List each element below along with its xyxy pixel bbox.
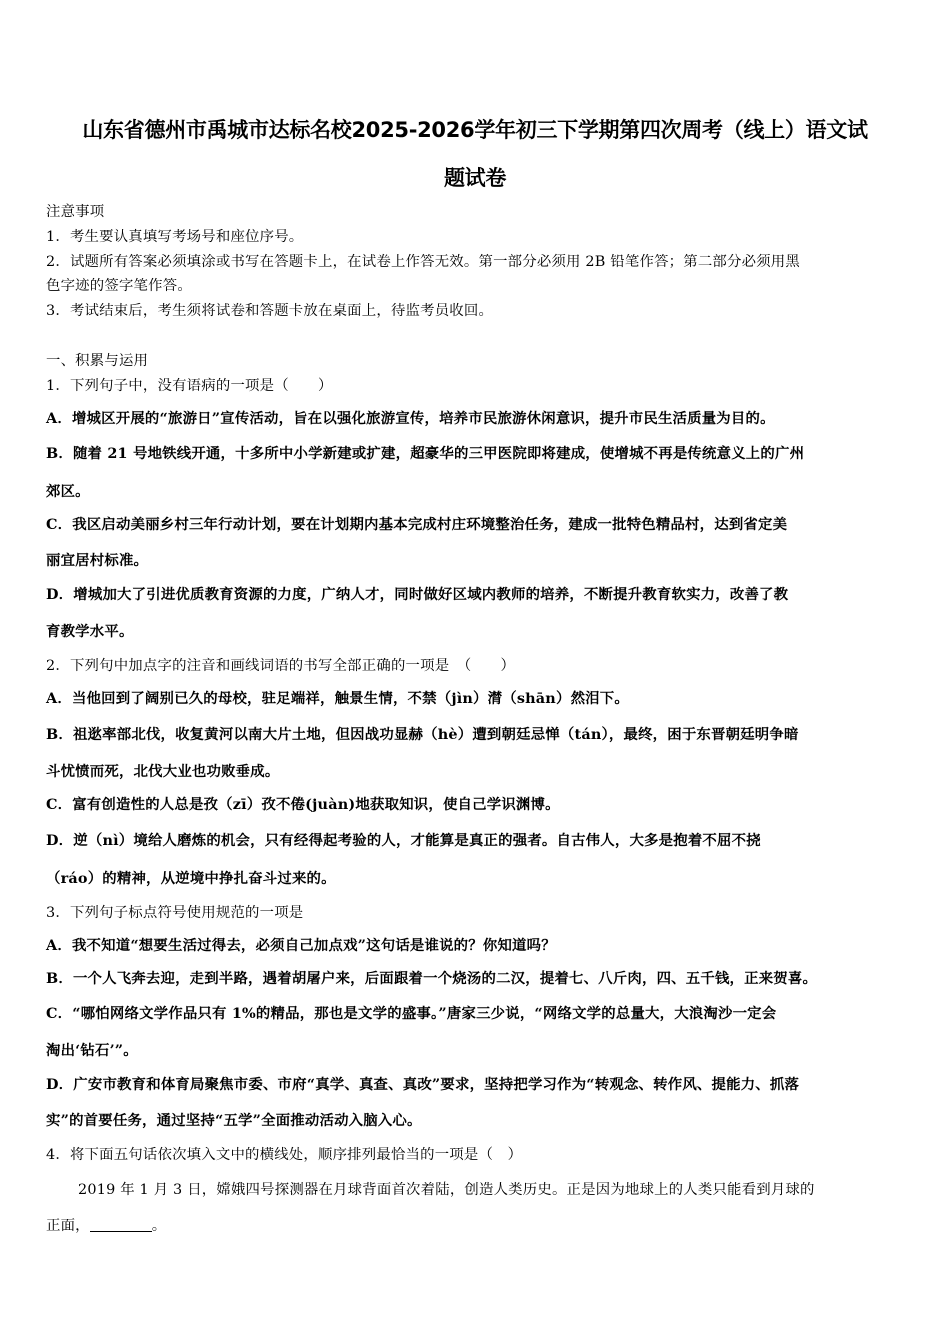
q4-passage-cont (46, 1216, 916, 1236)
q1-option-c-cont: 丽宜居村标准。 (46, 552, 149, 569)
q3-option-b: B．一个人飞奔去迎，走到半路，遇着胡屠户来，后面跟着一个烧汤的二汉，提着七、八斤肉，四、五千钱，正来贺喜。 (46, 970, 818, 987)
answer-blank (90, 1217, 152, 1232)
notice-item-3: 3．考试结束后，考生须将试卷和答题卡放在桌面上，待监考员收回。 (46, 303, 494, 319)
q2-option-c: C．富有创造性的人总是孜（zī）孜不倦(juàn)地获取知识，使自己学识渊博。 (46, 796, 560, 813)
q1-option-d-cont: 育教学水平。 (46, 623, 134, 640)
notice-item-2: 2．试题所有答案必须填涂或书写在答题卡上，在试卷上作答无效。第一部分必须用 2B 铅笔作答；第二部分必须用黑 (46, 254, 800, 270)
q1-option-d: D．增城加大了引进优质教育资源的力度，广纳人才，同时做好区域内教师的培养，不断提升教育软实力，改善了教 (46, 586, 789, 603)
q2-option-d: D．逆（nì）境给人磨炼的机会，只有经得起考验的人，才能算是真正的强者。自古伟人，大多是抱着不屈不挠 (46, 832, 761, 849)
q4-passage-end: 。 (151, 1218, 167, 1234)
exam-title-line-1: 山东省德州市禹城市达标名校2025-2026学年初三下学期第四次周考（线上）语文试 (82, 118, 868, 142)
q1-stem: 1．下列句子中，没有语病的一项是（ ） (46, 378, 333, 394)
q3-option-c: C．“哪怕网络文学作品只有 1%的精品，那也是文学的盛事。”唐家三少说，“网络文学的总量大，大浪淘沙一定会 (46, 1005, 777, 1022)
q4-passage-cont-text: 正面， (46, 1218, 90, 1234)
q4-passage: 2019 年 1 月 3 日，嫦娥四号探测器在月球背面首次着陆，创造人类历史。正是因为地球上的人类只能看到月球的 (78, 1182, 815, 1198)
q2-option-b-cont: 斗忧愤而死，北伐大业也功败垂成。 (46, 763, 280, 780)
exam-title (40, 106, 910, 202)
q3-stem: 3．下列句子标点符号使用规范的一项是 (46, 905, 304, 921)
q2-stem: 2．下列句中加点字的注音和画线词语的书写全部正确的一项是 （ ） (46, 658, 516, 674)
q2-option-b: B．祖逖率部北伐，收复黄河以南大片土地，但因战功显赫（hè）遭到朝廷忌惮（tán），最终，困于东晋朝廷明争暗 (46, 726, 799, 743)
q1-option-a: A．增城区开展的“旅游日”宣传活动，旨在以强化旅游宣传，培养市民旅游休闲意识，提升市民生活质量为目的。 (46, 410, 775, 427)
q3-option-d-cont: 实”的首要任务，通过坚持“五学”全面推动活动入脑入心。 (46, 1112, 422, 1129)
q4-stem: 4．将下面五句话依次填入文中的横线处，顺序排列最恰当的一项是（ ） (46, 1147, 523, 1163)
q1-option-b: B．随着 21 号地铁线开通，十多所中小学新建或扩建，超豪华的三甲医院即将建成，使增城不再是传统意义上的广州 (46, 445, 805, 462)
notice-heading: 注意事项 (46, 204, 105, 220)
notice-item-1: 1．考生要认真填写考场号和座位序号。 (46, 229, 304, 245)
q1-option-b-cont: 郊区。 (46, 483, 90, 500)
q2-option-a: A．当他回到了阔别已久的母校，驻足端祥，触景生情，不禁（jìn）潸（shān）然泪下。 (46, 690, 629, 707)
q3-option-d: D．广安市教育和体育局聚焦市委、市府“真学、真查、真改”要求，坚持把学习作为“转观念、转作风、提能力、抓落 (46, 1076, 800, 1093)
q2-option-d-cont: （ráo）的精神，从逆境中挣扎奋斗过来的。 (46, 870, 336, 887)
section-heading: 一、积累与运用 (46, 353, 149, 369)
q3-option-c-cont: 淘出‘钻石’”。 (46, 1042, 138, 1059)
q1-option-c: C．我区启动美丽乡村三年行动计划，要在计划期内基本完成村庄环境整治任务，建成一批特色精品村，达到省定美 (46, 516, 788, 533)
notice-item-2-cont: 色字迹的签字笔作答。 (46, 278, 192, 294)
q3-option-a: A．我不知道“想要生活过得去，必须自己加点戏”这句话是谁说的？你知道吗？ (46, 937, 556, 954)
exam-title-line-2: 题试卷 (443, 166, 507, 190)
